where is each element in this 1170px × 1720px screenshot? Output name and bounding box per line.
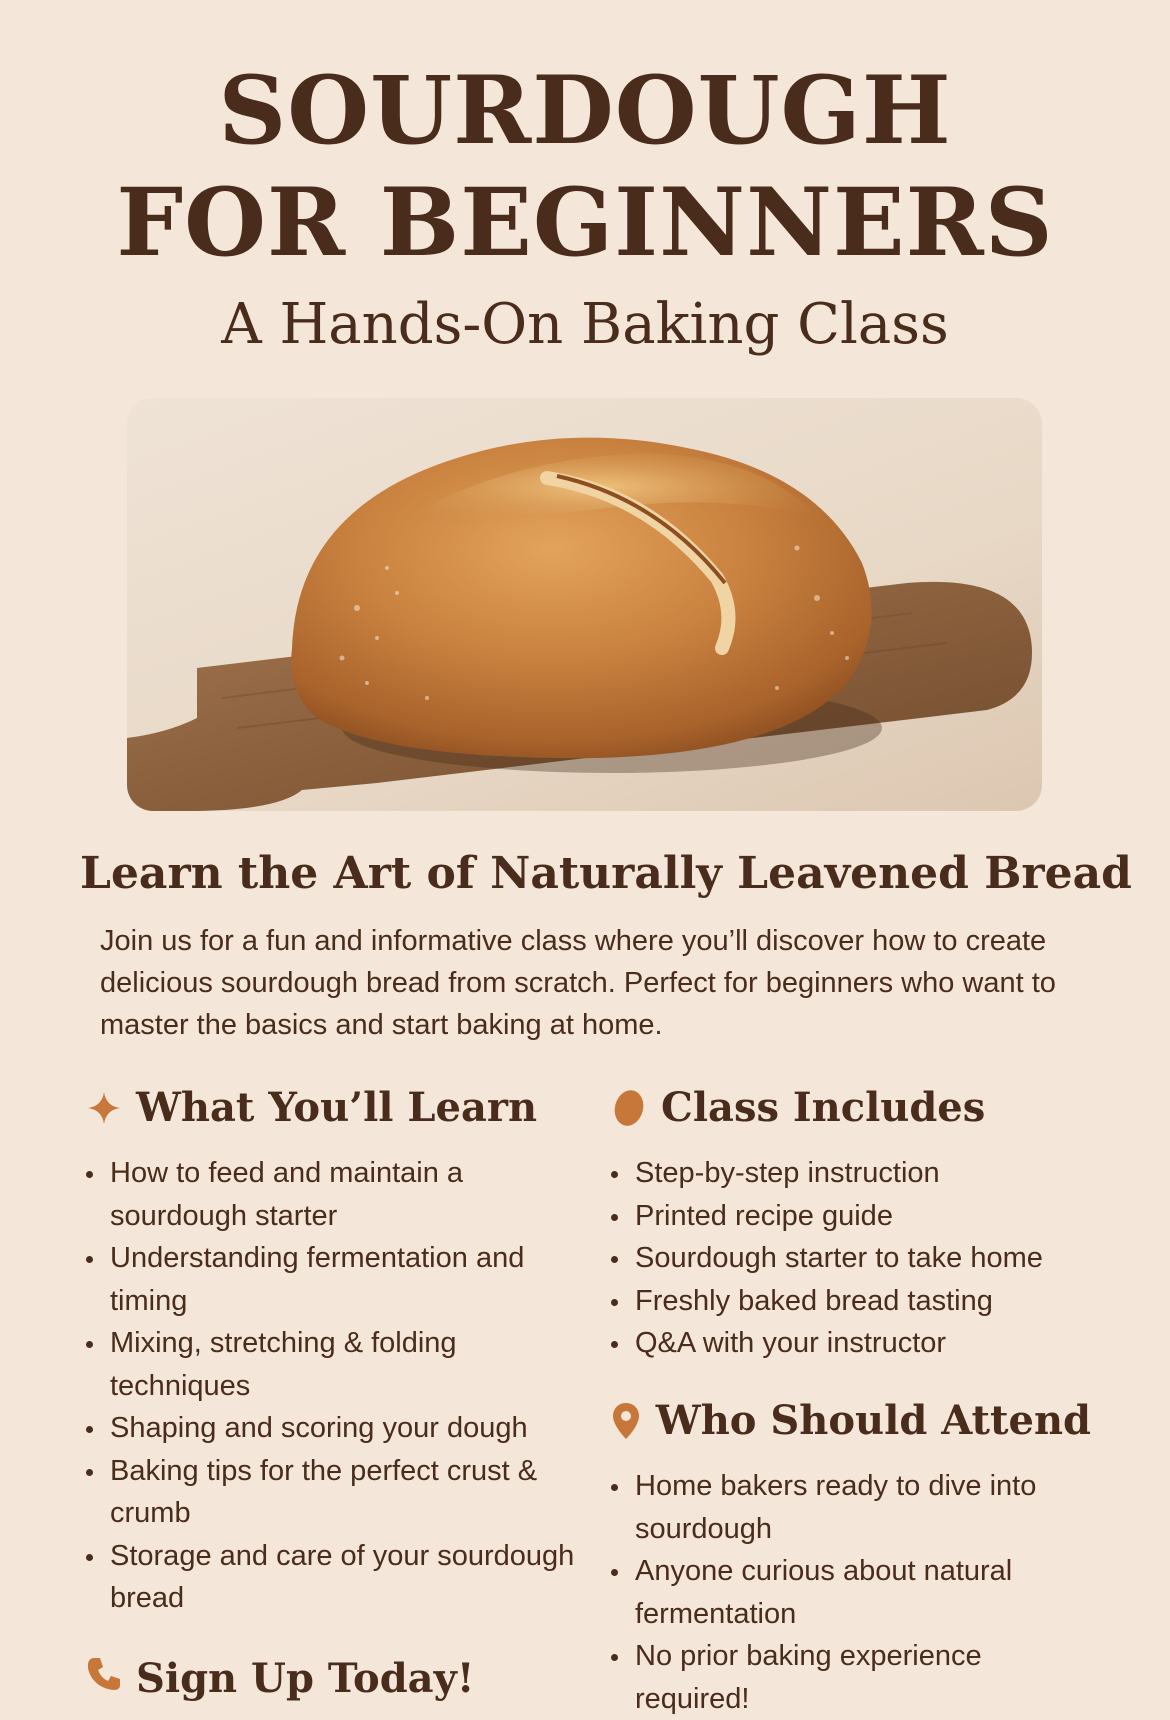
attend-list: [611, 1465, 1091, 1720]
attend-section: [611, 1395, 1091, 1720]
list-item: Storage and care of your sourdough bread: [86, 1535, 586, 1620]
list-item: Q&A with your instructor: [611, 1322, 1091, 1365]
list-item: Baking tips for the perfect crust & crumb: [86, 1450, 586, 1535]
subtitle: A Hands-On Baking Class: [221, 292, 949, 357]
sparkle-icon: [86, 1088, 122, 1128]
intro-heading: Learn the Art of Naturally Leavened Bread: [80, 848, 1132, 899]
learn-list: [86, 1152, 586, 1620]
title-line-1: SOURDOUGH: [218, 56, 952, 166]
signup-label[interactable]: Sign Up Today!: [136, 1655, 475, 1702]
title-line-2: FOR BEGINNERS: [116, 168, 1054, 278]
includes-heading-row: [611, 1082, 1091, 1134]
list-item: Anyone curious about natural fermentation: [611, 1550, 1091, 1635]
list-item: Sourdough starter to take home: [611, 1237, 1091, 1280]
list-item: Printed recipe guide: [611, 1195, 1091, 1238]
hero-bread-image: [127, 398, 1042, 811]
list-item: How to feed and maintain a sourdough starter: [86, 1152, 586, 1237]
includes-section: [611, 1082, 1091, 1365]
phone-icon: [86, 1652, 122, 1706]
list-item: Step-by-step instruction: [611, 1152, 1091, 1195]
includes-list: [611, 1152, 1091, 1365]
learn-heading: What You’ll Learn: [136, 1084, 538, 1131]
page-title: [0, 55, 1170, 279]
list-item: Freshly baked bread tasting: [611, 1280, 1091, 1323]
list-item: Home bakers ready to dive into sourdough: [611, 1465, 1091, 1550]
list-item: Mixing, stretching & folding techniques: [86, 1322, 586, 1407]
signup-cta[interactable]: [86, 1652, 474, 1706]
learn-heading-row: [86, 1082, 586, 1134]
attend-heading-row: [611, 1395, 1091, 1447]
attend-heading: Who Should Attend: [655, 1397, 1091, 1444]
list-item: Understanding fermentation and timing: [86, 1237, 586, 1322]
intro-body: Join us for a fun and informative class where you’ll discover how to create delicious sourdough bread from scratch. Perfect for beginners who want to master the basics and start baking at home.: [100, 925, 1056, 1041]
list-item: No prior baking experience required!: [611, 1635, 1091, 1720]
includes-heading: Class Includes: [661, 1084, 986, 1131]
list-item: Shaping and scoring your dough: [86, 1407, 586, 1450]
learn-section: [86, 1082, 586, 1620]
location-pin-icon: [611, 1401, 642, 1441]
bread-icon: [611, 1088, 647, 1128]
